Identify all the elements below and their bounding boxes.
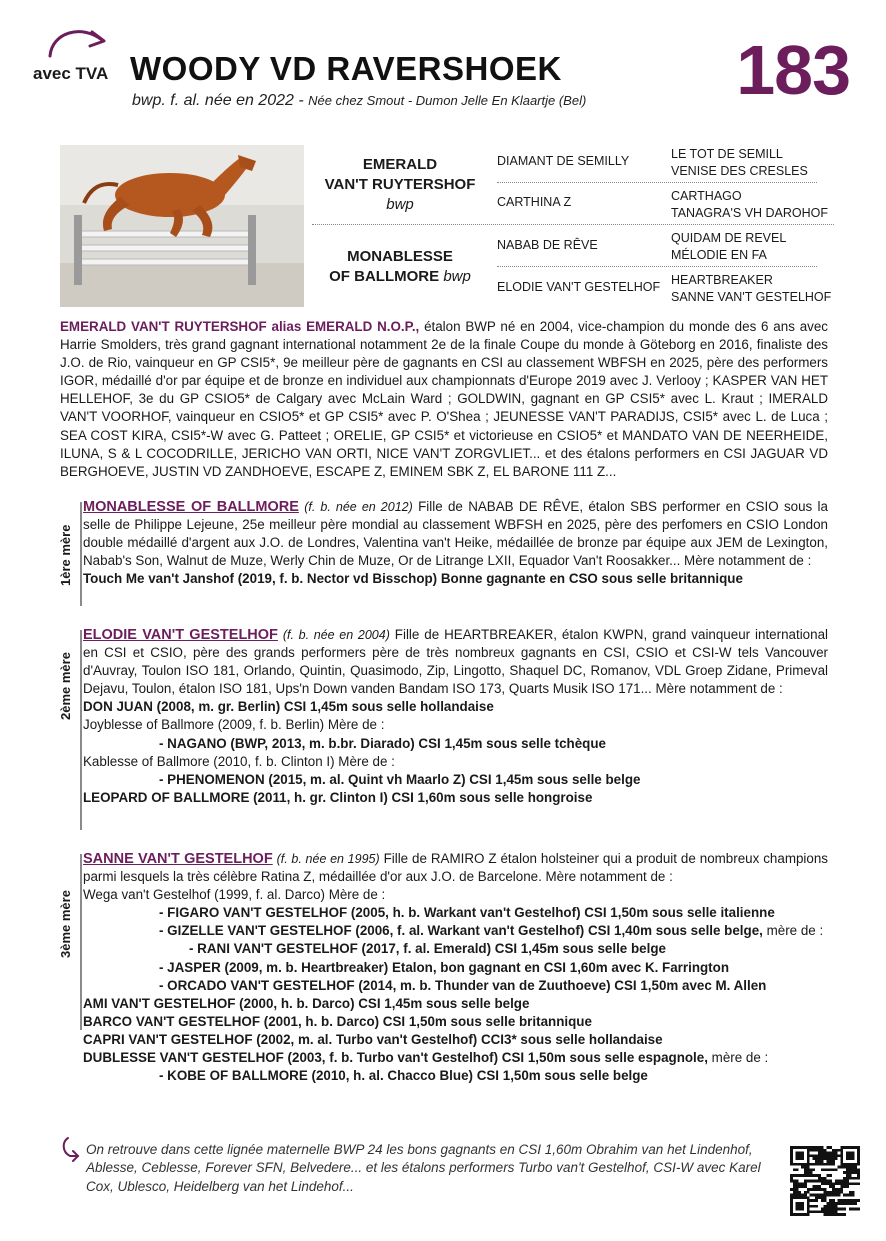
- lot-number: 183: [736, 31, 850, 109]
- horse-subtitle: [132, 92, 586, 110]
- pedigree-ggp-2: VENISE DES CRESLES: [671, 164, 808, 178]
- dam-name: ELODIE VAN'T GESTELHOF: [83, 627, 278, 643]
- dam-name-line1: MONABLESSE: [347, 248, 453, 265]
- produce-line: Wega van't Gestelhof (1999, f. al. Darco) Mère de :: [83, 887, 386, 903]
- dam-birth: (f. b. née en 2004): [282, 628, 390, 642]
- pedigree-divider: [497, 266, 817, 267]
- pedigree-ggp-6: MÉLODIE EN FA: [671, 248, 767, 262]
- produce-line: - RANI VAN'T GESTELHOF (2017, f. al. Emerald) CSI 1,45m sous selle belge: [189, 941, 666, 957]
- dam-section-1: [60, 498, 828, 610]
- dam-birth: (f. b. née en 1995): [276, 852, 380, 866]
- subtitle-breeder: Née chez Smout - Dumon Jelle En Klaartje (Bel): [308, 93, 587, 108]
- sire-full-name: EMERALD VAN'T RUYTERSHOF alias EMERALD N.O.P.,: [60, 319, 420, 334]
- pedigree-sire: [312, 155, 488, 215]
- pedigree-ggp-1: LE TOT DE SEMILL: [671, 147, 783, 161]
- produce-line: Kablesse of Ballmore (2010, f. b. Clinton I) Mère de :: [83, 753, 395, 769]
- subtitle-main: bwp. f. al. née en 2022 -: [132, 92, 309, 109]
- produce-line: - FIGARO VAN'T GESTELHOF (2005, h. b. Warkant van't Gestelhof) CSI 1,50m sous selle italienne: [159, 905, 775, 921]
- pedigree-ggp-8: SANNE VAN'T GESTELHOF: [671, 290, 832, 304]
- pedigree-dam-sire: NABAB DE RÊVE: [497, 238, 598, 252]
- pedigree-dam: [312, 247, 488, 287]
- sire-name-line2: VAN'T RUYTERSHOF: [324, 176, 476, 193]
- produce-line: CAPRI VAN'T GESTELHOF (2002, m. al. Turbo van't Gestelhof) CCI3* sous selle hollandaise: [83, 1031, 663, 1047]
- dam-text: Fille de RAMIRO Z étalon holsteiner qui a produit de nombreux champions parmi lesquels la très célèbre Ratina Z, médaillée d'or aux J.O. de Barcelone. Mère notamment de :: [83, 851, 828, 885]
- maternal-line-note: On retrouve dans cette lignée maternelle BWP 24 les bons gagnants en CSI 1,60m Obrahim van het Lindenhof, Ablesse, Ceblesse, Forever SFN, Belvedere... et les étalons performers Turbo van't Gestelhof, CSI-W avec Karel Cox, Ublesco, Heidelberg van het Lindehof...: [86, 1142, 761, 1194]
- pedigree-dam-dam: ELODIE VAN'T GESTELHOF: [497, 280, 661, 294]
- dam-content: [83, 498, 828, 588]
- produce-line: - JASPER (2009, m. b. Heartbreaker) Etalon, bon gagnant en CSI 1,60m avec K. Farrington: [159, 959, 729, 975]
- pedigree-ggp-3: CARTHAGO: [671, 189, 742, 203]
- produce-line: - KOBE OF BALLMORE (2010, h. al. Chacco Blue) CSI 1,50m sous selle belge: [159, 1068, 648, 1084]
- dam-rule: [80, 630, 82, 830]
- dam-section-3: [60, 850, 828, 1096]
- pedigree-sire-sire: DIAMANT DE SEMILLY: [497, 154, 630, 168]
- dam-name: SANNE VAN'T GESTELHOF: [83, 851, 273, 867]
- pedigree-ggp-5: QUIDAM DE REVEL: [671, 231, 787, 245]
- hook-arrow-icon: [60, 1136, 82, 1162]
- produce-line: Touch Me van't Janshof (2019, f. b. Nector vd Bisschop) Bonne gagnante en CSO sous selle britannique: [83, 571, 743, 587]
- dam-content: [83, 850, 828, 1085]
- qr-code-icon[interactable]: [790, 1146, 860, 1216]
- curved-arrow-icon: [42, 22, 112, 62]
- dam-paragraph: [83, 626, 828, 698]
- dam-section-2: [60, 626, 828, 834]
- horse-name: WOODY VD RAVERSHOEK: [130, 50, 562, 87]
- produce-line: AMI VAN'T GESTELHOF (2000, h. b. Darco) CSI 1,45m sous selle belge: [83, 995, 530, 1011]
- dam-name: MONABLESSE OF BALLMORE: [83, 499, 299, 515]
- produce-line: - NAGANO (BWP, 2013, m. b.br. Diarado) CSI 1,45m sous selle tchèque: [159, 735, 606, 751]
- produce-line: DUBLESSE VAN'T GESTELHOF (2003, f. b. Turbo van't Gestelhof) CSI 1,50m sous selle espagnole, mère de :: [83, 1050, 769, 1066]
- dam-text: Fille de NABAB DE RÊVE, étalon SBS performer en CSIO sous la selle de Philippe Lejeune, 25e meilleur père mondial au classement WBFSH en 2025, père des perfomers en CSIO London double médaillé d'argent aux J.O. de Londres, Valentina van't Heike, médaillée de bronze par équipe aux JEM de Lexington, Nabab's Son, Walnut de Muze, Werly Chin de Muze, Or de Litrange LXII, Equador Van't Roosakker... Mère notamment de :: [83, 499, 828, 569]
- pedigree-ggp-7: HEARTBREAKER: [671, 273, 773, 287]
- sire-text: étalon BWP né en 2004, vice-champion du monde des 6 ans avec Harrie Smolders, très grand gagnant international notamment 2e de la finale Coupe du monde à Göteborg en 2016, finaliste des J.O. de Rio, vainqueur en GP CSI5*, 9e meilleur père de gagnants en CSI au classement WBFSH en 2025, père des performers IGOR, médaillé d'or par équipe et de bronze en individuel aux championnats d'Europe 2019 avec J. Verlooy ; KASPER VAN HET HELLEHOF, 3e du GP CSIO5* de Calgary avec McLain Ward ; GOLDWIN, gagnant en GP CSI5* avec L. Kraut ; IMERALD VAN'T VOORHOF, vainqueur en CSIO5* et GP CSI5* avec P. O'Shea ; JEUNESSE VAN'T PARADIJS, CSI5* avec L. de Luca ; SEA COST KIRA, CSI5*-W avec G. Patteet ; ORELIE, GP CSI5* et victorieuse en CSIO5* et MANDATO VAN DE NEERHEIDE, ILUNA, S & L COCODRILLE, JERICHO VAN ORTI, NICE VAN'T ZORGVLIET... et des étalons performers en CSI JAGUAR VD BERGHOEVE, JUSTIN VD ZANDHOEVE, ESCAPE Z, EMINEM SBK Z, EL BARONE 111 Z...: [60, 319, 828, 479]
- produce-line: - PHENOMENON (2015, m. al. Quint vh Maarlo Z) CSI 1,45m sous selle belge: [159, 771, 641, 787]
- dam-rule: [80, 854, 82, 1030]
- dam-text: Fille de HEARTBREAKER, étalon KWPN, grand vainqueur international en CSI et CSIO, père des grands performers père de très nombreux gagnants en CSI, CSIO et CSI-W tels Vancouver d'Auvray, Toulon ISO 181, Orlando, Quintin, Quasimodo, Zip, Lingotto, Shaquel DC, Romanov, VDL Groep Zidane, Primeval Dejavu, Toulon, étalon ISO 181, Ups'n Down vanden Bandam ISO 173, Quarts Musik ISO 171... Mère notamment de :: [83, 627, 828, 697]
- dam-label: 2ème mère: [58, 652, 73, 720]
- dam-breed: bwp: [443, 268, 471, 285]
- produce-line: - GIZELLE VAN'T GESTELHOF (2006, f. al. Warkant van't Gestelhof) CSI 1,40m sous selle belge, mère de :: [159, 923, 824, 939]
- dam-label: 3ème mère: [58, 890, 73, 958]
- jumping-horse-illustration: [60, 145, 304, 307]
- produce-line: BARCO VAN'T GESTELHOF (2001, h. b. Darco) CSI 1,50m sous selle britannique: [83, 1013, 592, 1029]
- dam-paragraph: [83, 850, 828, 886]
- pedigree-ggp-4: TANAGRA'S VH DAROHOF: [671, 206, 829, 220]
- sire-description: [60, 318, 828, 481]
- pedigree-divider: [497, 182, 817, 183]
- dam-birth: (f. b. née en 2012): [304, 500, 413, 514]
- pedigree-divider: [312, 224, 834, 225]
- produce-line: - ORCADO VAN'T GESTELHOF (2014, m. b. Thunder van de Zuuthoeve) CSI 1,50m avec M. Allen: [159, 977, 767, 993]
- dam-label: 1ère mère: [58, 524, 73, 586]
- pedigree-sire-dam: CARTHINA Z: [497, 195, 572, 209]
- produce-line: DON JUAN (2008, m. gr. Berlin) CSI 1,45m sous selle hollandaise: [83, 699, 494, 715]
- produce-line: Joyblesse of Ballmore (2009, f. b. Berlin) Mère de :: [83, 717, 385, 733]
- sire-breed: bwp: [386, 196, 414, 213]
- pedigree-table: [312, 143, 834, 308]
- horse-photo: [60, 145, 304, 307]
- dam-content: [83, 626, 828, 807]
- dam-name-line2: OF BALLMORE bwp: [329, 268, 471, 285]
- dam-rule: [80, 502, 82, 606]
- dam-paragraph: [83, 498, 828, 570]
- sire-name-line1: EMERALD: [362, 156, 438, 173]
- produce-line: LEOPARD OF BALLMORE (2011, h. gr. Clinton I) CSI 1,60m sous selle hongroise: [83, 789, 593, 805]
- tva-label: avec TVA: [33, 64, 109, 83]
